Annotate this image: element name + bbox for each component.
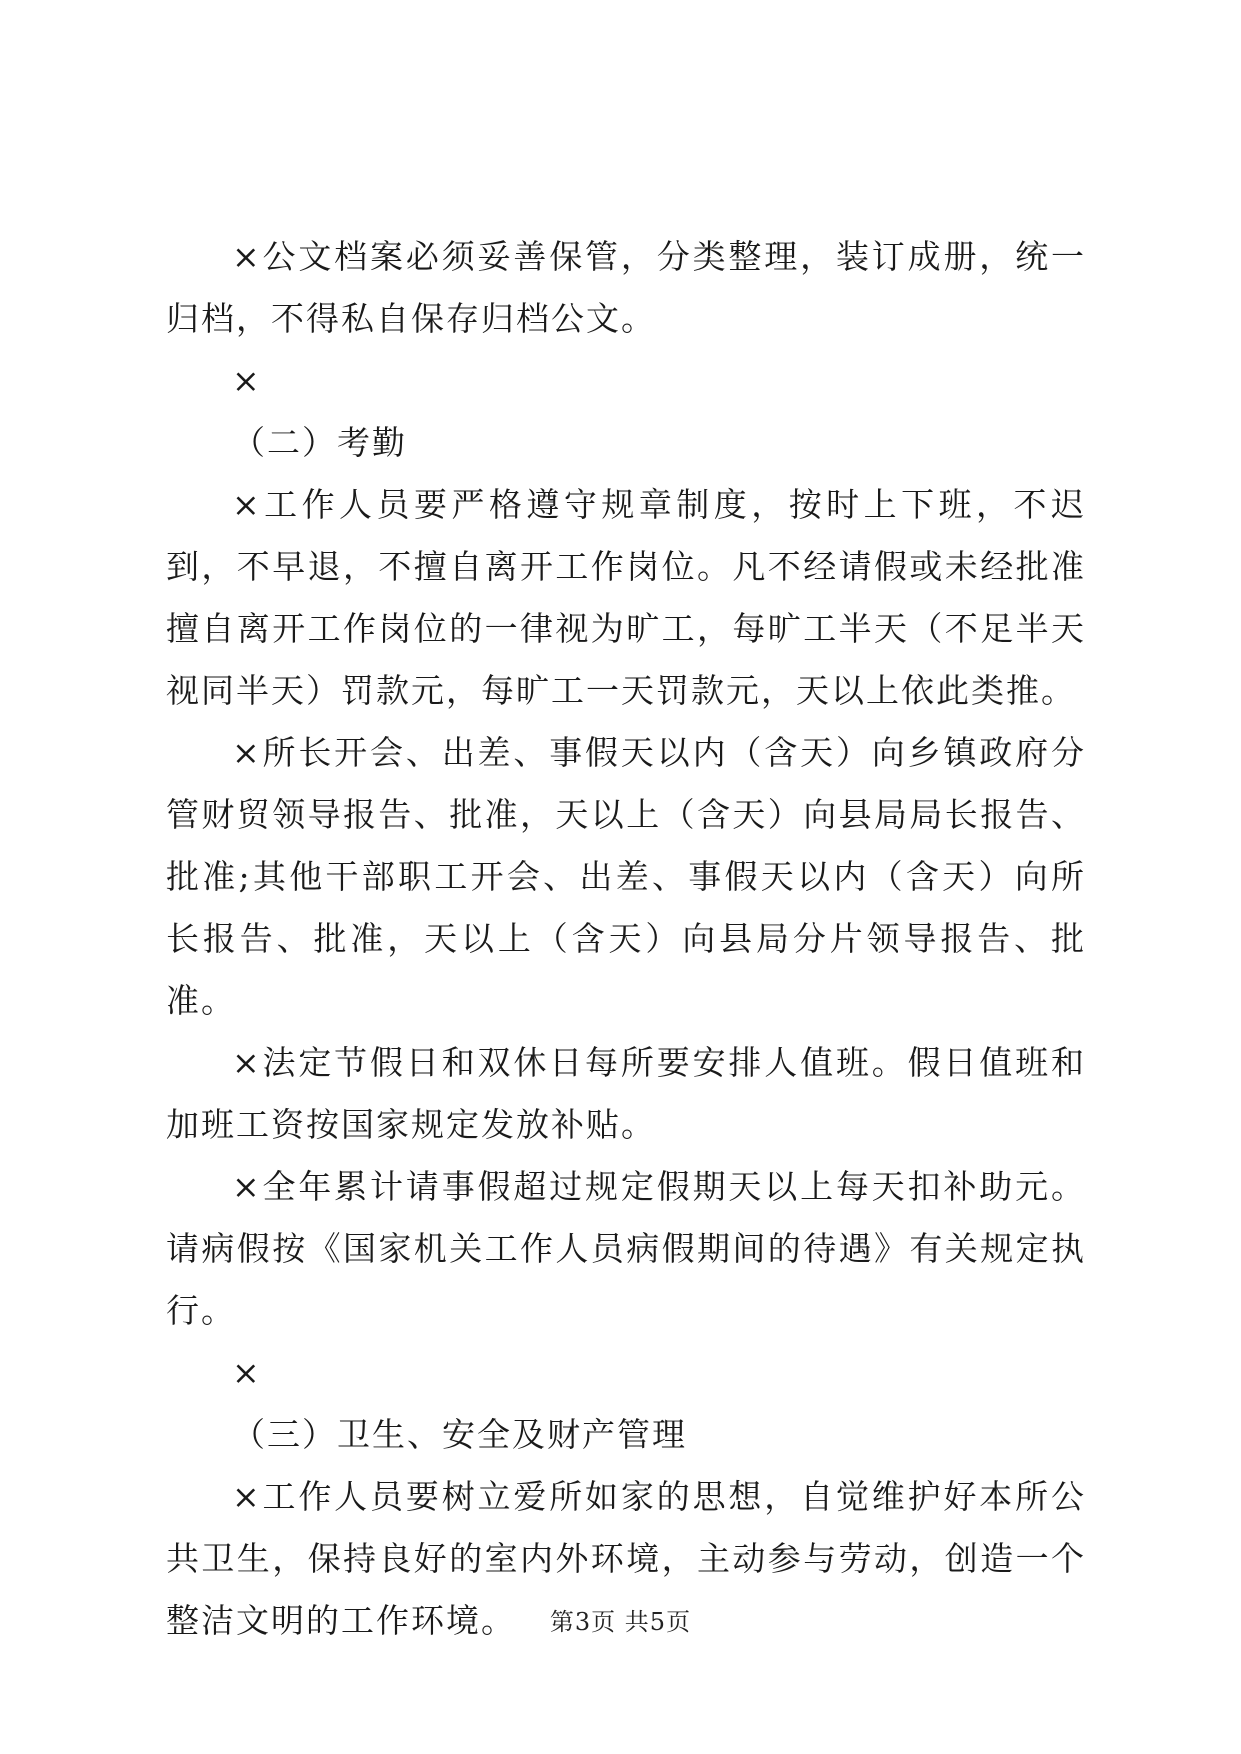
section-heading-attendance: （二）考勤 xyxy=(232,423,407,462)
paragraph-hygiene: ×工作人员要树立爱所如家的思想，自觉维护好本所公共卫生，保持良好的室内外环境，主动参与劳动，创造一个整洁文明的工作环境。 xyxy=(166,1477,1086,1640)
paragraph-attendance-rules: ×工作人员要严格遵守规章制度，按时上下班，不迟到，不早退，不擅自离开工作岗位。凡不经请假或未经批准擅自离开工作岗位的一律视为旷工，每旷工半天（不足半天视同半天）罚款元，每旷工一天罚款元，天以上依此类推。 xyxy=(166,485,1086,710)
paragraph-holiday-duty: ×法定节假日和双休日每所要安排人值班。假日值班和加班工资按国家规定发放补贴。 xyxy=(166,1043,1086,1144)
document-body xyxy=(166,226,1086,1652)
paragraph-marker: × xyxy=(232,361,262,400)
paragraph-leave-approval: ×所长开会、出差、事假天以内（含天）向乡镇政府分管财贸领导报告、批准，天以上（含天）向县局局长报告、批准;其他干部职工开会、出差、事假天以内（含天）向所长报告、批准，天以上（含天）向县局分片领导报告、批准。 xyxy=(166,733,1086,1020)
paragraph-personal-leave: ×全年累计请事假超过规定假期天以上每天扣补助元。请病假按《国家机关工作人员病假期间的待遇》有关规定执行。 xyxy=(166,1167,1086,1330)
paragraph-archive-management: ×公文档案必须妥善保管，分类整理，装订成册，统一归档，不得私自保存归档公文。 xyxy=(166,237,1086,338)
section-heading-hygiene-safety: （三）卫生、安全及财产管理 xyxy=(232,1415,687,1454)
page-footer: 第3页 共5页 xyxy=(549,1608,692,1636)
paragraph-marker: × xyxy=(232,1353,262,1392)
